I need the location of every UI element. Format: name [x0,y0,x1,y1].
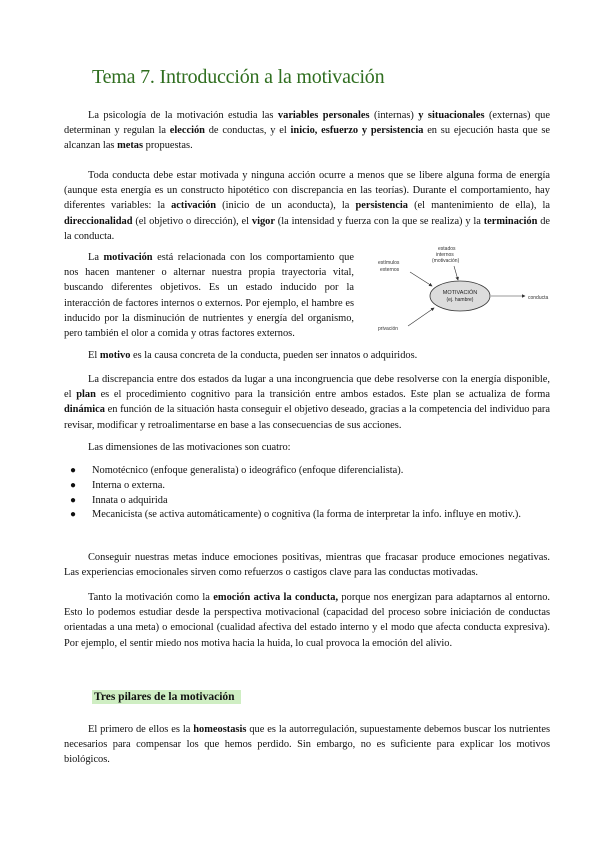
dimensions-list [64,464,564,523]
paragraph-motivo: El motivo es la causa concreta de la conducta, pueden ser innatos o adquiridos. [88,350,418,361]
bullet-icon: ● [70,479,77,491]
diagram-center-label: MOTIVACIÓN [442,290,478,296]
paragraph-variables: Toda conducta debe estar motivada y ninguna acción ocurre a menos que se libere alguna forma de energía (aunque esta energía es un constructo hipotético con discrepancia en las teorías). Durante el comportamiento, hay diferentes variables: la activación (inicio de un aconducta), la persistencia (el mantenimiento de ella), la direccionalidad (el objetivo o dirección), el vigor (la intensidad y fuerza con la que se realiza) y la terminación de la conducta. [64,170,551,242]
paragraph-dimensiones: Las dimensiones de las motivaciones son cuatro: [88,442,291,453]
list-item: ● Innata o adquirida [64,494,564,509]
diagram-privacion: privación [378,326,399,332]
section-heading: Tres pilares de la motivación [92,690,241,704]
diagram-estados-2: internos [436,252,454,258]
paragraph-emociones: Conseguir nuestras metas induce emociones positivas, mientras que fracasar produce emociones negativas. Las experiencias emocionales sirven como refuerzos o castigos clave para las conductas motivadas. [64,552,550,579]
paragraph-plan: La discrepancia entre dos estados da lugar a una incongruencia que debe resolverse con la energía disponible, el plan es el procedimiento cognitivo para la transición entre ambos estados. Este plan se actualiza de forma dinámica en función de la situación hasta conseguir el objetivo deseado, gracias a la competencia del individuo para revisar, modificar y retroalimentarse en base a las consecuencias de sus acciones. [64,374,550,431]
diagram-estimulos-1: estímulos [378,260,400,266]
paragraph-homeostasis: El primero de ellos es la homeostasis que es la autorregulación, supuestamente debemos buscar los nutrientes necesarios para compensar los que hemos perdido. Sin embargo, no es suficiente para explicar los motivos biológicos. [64,724,550,766]
bullet-icon: ● [70,465,77,476]
list-item: ● Interna o externa. [64,479,564,494]
paragraph-motivacion: La motivación está relacionada con los comportamiento que nos hacen mantener o alternar nuestra propia trayectoria vital, buscando diferentes objetivos. Es un estado inducido por la interacción de factores internos o externos. Por ejemplo, el hambre es inducido por la disminución de nutrientes y energía del organismo, pero también el olor a comida y otras factores externos. [64,252,354,340]
paragraph-intro: La psicología de la motivación estudia las variables personales (internas) y situacionales (externas) que determinan y regulan la elección de conductas, y el inicio, esfuerzo y persistencia en su ejecución hasta que se alcanzan las metas propuestas. [64,110,550,152]
list-item: ● Nomotécnico (enfoque generalista) o ideográfico (enfoque diferencialista). [64,464,564,479]
arrow-estados [454,266,458,280]
arrow-privacion [408,308,434,326]
diagram-estados-1: estados [438,246,456,252]
motivation-node [430,281,490,311]
paragraph-emocion-activa: Tanto la motivación como la emoción activa la conducta, porque nos energizan para adaptarnos al entorno. Esto lo podemos estudiar desde la perspectiva motivacional (capacidad del proceso sobre iniciación de conductas orientadas a una meta) o emocional (cualidad afectiva del estado interno y el modo que afecta conducta expresiva). Por ejemplo, el sentir miedo nos motiva hacia la huida, lo cual provoca la emoción del alivio. [64,592,550,649]
bullet-icon: ● [70,494,77,506]
bullet-icon: ● [70,509,77,521]
arrow-estimulos [410,272,432,286]
diagram-conducta: conducta [528,295,549,301]
page-title: Tema 7. Introducción a la motivación [92,66,385,88]
list-item: ● Mecanicista (se activa automáticamente) o cognitiva (la forma de interpretar la info. influye en motiv.). [64,508,564,523]
diagram-estimulos-2: externos [380,267,400,273]
diagram-center-sub: (ej. hambre) [446,297,474,303]
diagram-estados-3: (motivación) [432,258,460,264]
motivation-diagram [368,244,568,340]
